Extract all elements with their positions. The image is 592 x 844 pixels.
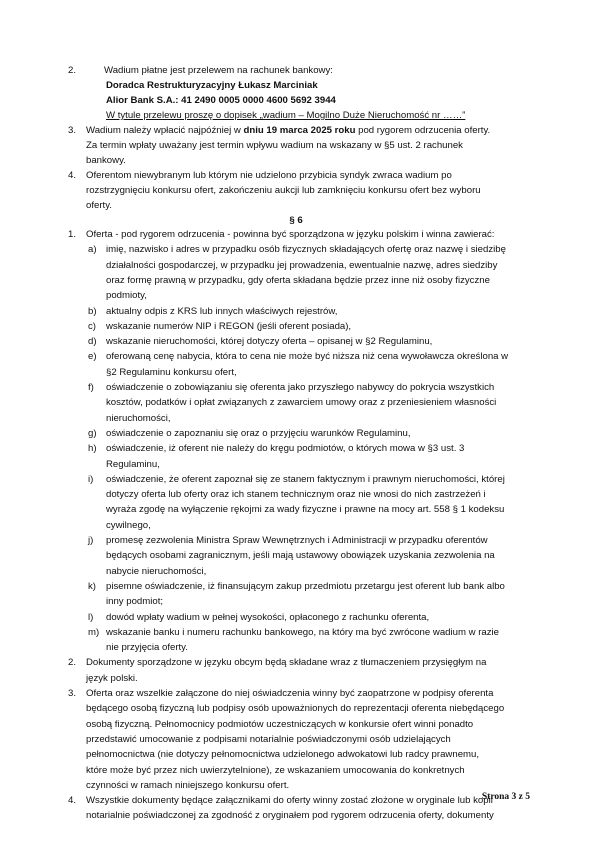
item-text: Oferta - pod rygorem odrzucenia - powinna być sporządzona w języku polskim i winna zawierać: [86, 229, 495, 240]
list-item [68, 793, 493, 808]
sub-list-item [88, 426, 411, 441]
list-item [68, 123, 490, 138]
item-text-line: bankowy. [86, 155, 126, 166]
sub-list-item [88, 441, 464, 456]
item-text: Oferta oraz wszelkie załączone do niej oświadczenia winny być zaopatrzone w podpisy oferenta [86, 688, 494, 699]
bank-account: Alior Bank S.A.: 41 2490 0005 0000 4600 5692 3944 [106, 95, 336, 106]
item-text-line: rozstrzygnięciu konkursu ofert, zakończeniu aukcji lub zamknięciu konkursu ofert bez wyboru [86, 185, 481, 196]
item-text: promesę zezwolenia Ministra Spraw Wewnętrznych i Administracji w przypadku oferentów [106, 535, 488, 546]
item-text: oferowaną cenę nabycia, która to cena nie może być niższa niż cena wywoławcza określona w [106, 351, 509, 363]
item-text: dowód wpłaty wadium w pełnej wysokości, opłaconego z rachunku oferenta, [106, 611, 430, 623]
item-text: imię, nazwisko i adres w przypadku osób fizycznych składających ofertę oraz nazwę i siedzibę [106, 244, 506, 256]
item-text-line: wyraża zgodę na wyłączenie rękojmi za wady fizyczne i prawne na mocy art. 558 § 1 kodeksu [106, 504, 505, 516]
item-text: wskazanie numerów NIP i REGON (jeśli oferent posiada), [106, 320, 352, 332]
sub-list-item [88, 349, 508, 364]
item-text-line: nieruchomości, [106, 412, 171, 424]
item-text-line: nie przyjęcia oferty. [106, 642, 188, 654]
item-text: Wszystkie dokumenty będące załącznikami do oferty winny zostać złożone w oryginale lub kopii [86, 795, 493, 807]
item-text-line: inny podmiot; [106, 596, 164, 608]
item-text: Wadium płatne jest przelewem na rachunek bankowy: [104, 65, 333, 76]
item-text: oświadczenie o zapoznaniu się oraz o przyjęciu warunków Regulaminu, [106, 427, 411, 439]
item-text: oświadczenie o zobowiązaniu się oferenta jako przyszłego nabywcy do pokrycia wszystkich [106, 382, 495, 393]
item-number: m) [88, 626, 100, 638]
item-number: c) [88, 320, 96, 332]
item-text-line: które może być przez nich uwierzytelnione), ze wskazaniem umocowania do konkretnych [86, 764, 465, 776]
item-number: l) [88, 611, 94, 623]
item-text-line: osobą fizyczną. Pełnomocnicy podmiotów uczestniczących w konkursie ofert winni ponadto [86, 718, 474, 730]
item-text-line: nabycie nieruchomości, [106, 565, 207, 577]
item-text-line: §2 Regulaminu konkursu ofert, [106, 366, 237, 378]
item-text-line: działalności gospodarczej, w przypadku jej prowadzenia, ewentualnie nazwę, adres siedziby [106, 259, 498, 271]
item-number: j) [88, 535, 94, 546]
section-title: § 6 [289, 215, 303, 226]
item-number: d) [88, 336, 97, 348]
item-text-line: pełnomocnictwa (nie dotyczy pełnomocnictwa udzielonego adwokatowi lub radcy prawnemu, [86, 749, 480, 761]
sub-list-item [88, 610, 429, 625]
item-number: 3. [68, 125, 77, 136]
item-text-line: podmioty, [106, 290, 147, 302]
item-number: e) [88, 351, 97, 363]
list-item [68, 168, 452, 183]
sub-list-item [88, 319, 351, 334]
page-number: Strona 3 z 5 [481, 792, 530, 802]
item-text-line: Za termin wpłaty uważany jest termin wpływu wadium na wskazany w §5 ust. 2 rachunek [86, 140, 463, 151]
item-text: wskazanie banku i numeru rachunku bankowego, na który ma być zwrócone wadium w razie [106, 626, 500, 638]
item-text: oświadczenie, że oferent zapoznał się ze stanem faktycznym i prawnym nieruchomości, której [106, 473, 505, 485]
item-text: Oferentom niewybranym lub którym nie udzielono przybicia syndyk zwraca wadium po [86, 170, 452, 181]
sub-list-item [88, 533, 488, 548]
item-text: Dokumenty sporządzone w języku obcym będą składane wraz z tłumaczeniem przysięgłym na [86, 657, 487, 669]
item-number: k) [88, 580, 96, 592]
bank-name: Doradca Restrukturyzacyjny Łukasz Marciniak [106, 80, 318, 91]
item-text-line: język polski. [86, 672, 138, 684]
item-text-line: Regulaminu, [106, 458, 160, 470]
transfer-note: W tytule przelewu proszę o dopisek „wadium – Mogilno Duże Nieruchomość nr ……” [106, 110, 466, 121]
sub-list-item [88, 380, 494, 395]
item-text: Wadium należy wpłacić najpóźniej w dniu 19 marca 2025 roku pod rygorem odrzucenia oferty. [86, 125, 491, 136]
list-item [68, 227, 494, 242]
item-number: 4. [68, 795, 77, 807]
item-text-line: będących osobami zagranicznym, jeśli mają ustawowy obowiązek uzyskania zezwolenia na [106, 550, 495, 562]
item-number: 2. [68, 657, 77, 669]
list-item [68, 686, 493, 701]
sub-list-item [88, 472, 505, 487]
sub-list-item [88, 242, 506, 257]
item-text: oświadczenie, iż oferent nie należy do kręgu podmiotów, o których mowa w §3 ust. 3 [106, 443, 465, 455]
item-text: wskazanie nieruchomości, której dotyczy oferta – opisanej w §2 Regulaminu, [106, 336, 433, 348]
sub-list-item [88, 625, 499, 640]
sub-list-item [88, 579, 505, 594]
item-text-line: kosztów, podatków i opłat związanych z zawarciem umowy oraz z przeniesieniem własności [106, 397, 497, 409]
item-number: 3. [68, 688, 77, 699]
item-text-line: oferty. [86, 200, 112, 211]
item-number: h) [88, 443, 97, 455]
item-number: 4. [68, 170, 77, 181]
item-text-line: cywilnego, [106, 519, 151, 531]
sub-list-item [88, 304, 337, 319]
item-number: 1. [68, 229, 77, 240]
item-text: aktualny odpis z KRS lub innych właściwych rejestrów, [106, 305, 338, 317]
item-number: b) [88, 305, 97, 317]
item-text-line: przedstawić umocowanie z podpisami notarialnie poświadczonymi osób udzielających [86, 733, 451, 745]
list-item [68, 655, 486, 670]
sub-list-item [88, 334, 432, 349]
item-text-line: będącego osobą fizyczną lub podpisy osób upoważnionych do reprezentacji oferenta niebędącego [86, 703, 505, 715]
item-number: g) [88, 427, 97, 439]
item-text: pisemne oświadczenie, iż finansującym zakup przedmiotu przetargu jest oferent lub bank albo [106, 580, 505, 592]
item-text-line: czynności w ramach niniejszego konkursu ofert. [86, 779, 290, 791]
item-text-line: oraz formę prawną w przypadku, gdy oferta składana będzie przez inne niż osoby fizyczne [106, 274, 490, 286]
item-number: 2. [68, 65, 77, 76]
item-text-line: notarialnie poświadczonej za zgodność z oryginałem pod rygorem odrzucenia oferty, dokumenty [86, 810, 494, 822]
item-number: i) [88, 473, 94, 485]
item-number: a) [88, 244, 97, 256]
item-text-line: dotyczy oferta lub oferty oraz ich stanem technicznym oraz nie wnosi do nich zastrzeżeń i [106, 489, 486, 501]
list-item [68, 63, 333, 78]
item-number: f) [88, 382, 94, 393]
